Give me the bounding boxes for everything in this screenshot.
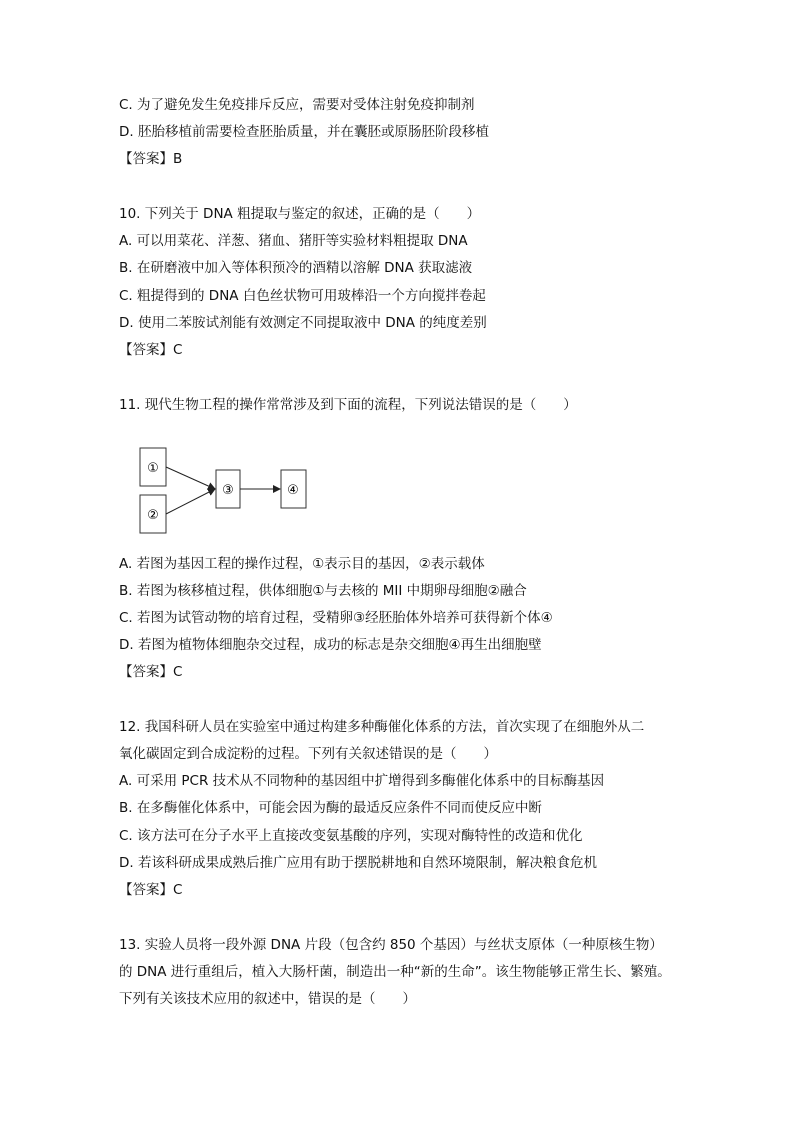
q12-stem-line-2: 氧化碳固定到合成淀粉的过程。下列有关叙述错误的是（ ） <box>119 746 497 762</box>
q10-option-d: D. 使用二苯胺试剂能有效测定不同提取液中 DNA 的纯度差别 <box>119 315 487 331</box>
q11-stem: 11. 现代生物工程的操作常常涉及到下面的流程，下列说法错误的是（ ） <box>119 397 577 413</box>
q11-option-d: D. 若图为植物体细胞杂交过程，成功的标志是杂交细胞④再生出细胞壁 <box>119 637 542 653</box>
q13-stem-line-3: 下列有关该技术应用的叙述中，错误的是（ ） <box>119 991 416 1007</box>
flow-diagram <box>136 440 316 540</box>
q12-option-a: A. 可采用 PCR 技术从不同物种的基因组中扩增得到多酶催化体系中的目标酶基因 <box>119 773 605 789</box>
q10-option-a: A. 可以用菜花、洋葱、猪血、猪肝等实验材料粗提取 DNA <box>119 233 468 249</box>
arrow-2-to-3 <box>166 489 215 514</box>
q10-stem: 10. 下列关于 DNA 粗提取与鉴定的叙述，正确的是（ ） <box>119 206 481 222</box>
arrow-1-to-3 <box>166 467 215 489</box>
q13-stem-line-1: 13. 实验人员将一段外源 DNA 片段（包含约 850 个基因）与丝状支原体（一种原核生物） <box>119 937 663 953</box>
q11-option-b: B. 若图为核移植过程，供体细胞①与去核的 MII 中期卵母细胞②融合 <box>119 583 527 599</box>
q12-option-d: D. 若该科研成果成熟后推广应用有助于摆脱耕地和自然环境限制，解决粮食危机 <box>119 855 597 871</box>
q10-option-b: B. 在研磨液中加入等体积预冷的酒精以溶解 DNA 获取滤液 <box>119 260 473 276</box>
q9-answer: 【答案】B <box>119 151 183 167</box>
q13-stem-line-2: 的 DNA 进行重组后，植入大肠杆菌，制造出一种“新的生命”。该生物能够正常生长、繁殖。 <box>119 964 671 980</box>
q11-answer: 【答案】C <box>119 664 183 680</box>
q11-option-c: C. 若图为试管动物的培育过程，受精卵③经胚胎体外培养可获得新个体④ <box>119 610 553 626</box>
diagram-box-1-label: ① <box>147 461 159 476</box>
q9-option-d: D. 胚胎移植前需要检查胚胎质量，并在囊胚或原肠胚阶段移植 <box>119 124 489 140</box>
q12-stem-line-1: 12. 我国科研人员在实验室中通过构建多种酶催化体系的方法，首次实现了在细胞外从二 <box>119 719 645 735</box>
q12-option-b: B. 在多酶催化体系中，可能会因为酶的最适反应条件不同而使反应中断 <box>119 800 542 816</box>
diagram-box-4-label: ④ <box>287 483 299 498</box>
diagram-box-3-label: ③ <box>222 483 234 498</box>
q12-option-c: C. 该方法可在分子水平上直接改变氨基酸的序列，实现对酶特性的改造和优化 <box>119 828 583 844</box>
q11-option-a: A. 若图为基因工程的操作过程，①表示目的基因，②表示载体 <box>119 556 485 572</box>
q12-answer: 【答案】C <box>119 882 183 898</box>
diagram-box-2-label: ② <box>147 508 159 523</box>
q10-answer: 【答案】C <box>119 342 183 358</box>
q10-option-c: C. 粗提得到的 DNA 白色丝状物可用玻棒沿一个方向搅拌卷起 <box>119 288 486 304</box>
q9-option-c: C. 为了避免发生免疫排斥反应，需要对受体注射免疫抑制剂 <box>119 97 475 113</box>
